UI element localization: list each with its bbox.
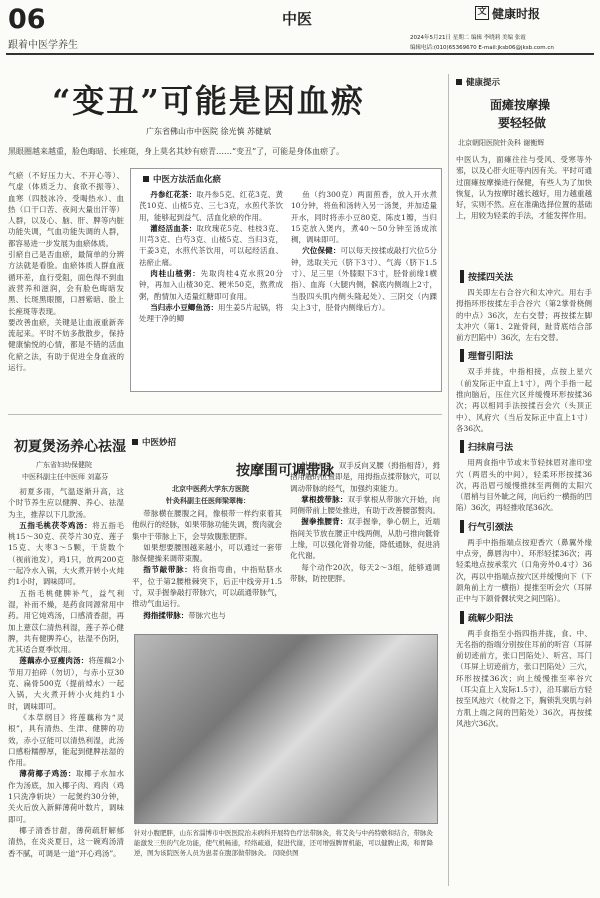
soup-text <box>8 486 124 886</box>
paragraph <box>139 268 283 302</box>
right-title-1: 面瘫按摩操 <box>490 98 551 112</box>
paragraph-text: 先取肉桂4克水煎20分钟，再加入山楂30克、粳米50克，熬煮成粥，酌情加入适量红糖即可食用。 <box>139 269 283 301</box>
page-number: 06 <box>8 4 46 35</box>
paragraph <box>132 542 282 565</box>
method-heading: 按揉四关法 <box>460 270 592 283</box>
paragraph <box>8 520 124 588</box>
massage-title: 按摩围可调带脉 <box>236 463 334 479</box>
paragraph <box>139 302 283 325</box>
paragraph-text: 取丹参5克、红花3克、黄芪10克、山楂5克、三七3克，水煎代茶饮用，能够起到益气、活血化瘀的作用。 <box>139 190 283 222</box>
paragraph-lead: 握拳推腰背： <box>301 517 348 527</box>
paragraph-text: 肚脐水平，双手反向叉腰（拇指相背），拇指用触的位置即是，用拇指点揉带脉穴，可以调动带脉的经气，加强约束能力。 <box>290 461 440 493</box>
method-heading: 扫抹肩弓法 <box>460 440 592 453</box>
method-text: 四关即左右合谷穴和太冲穴。用右手拇指环形按揉左手合谷穴（第2掌骨桡侧的中点）36次，左右交替；再按揉左脚太冲穴（第1、2趾骨间，趾背底结合部前方凹陷中）36次，左右交替。 <box>456 288 592 343</box>
right-section-bar: 健康提示 <box>456 76 500 88</box>
mid-section-bar: 中医妙招 <box>132 436 176 448</box>
paragraph-text: 取椰子水加水作为汤底，加入椰子肉、鸡肉（鸡1只洗净斩块）一起煲约30分钟，关火后放入新鲜薄荷叶数片，调味即可。 <box>8 769 124 824</box>
paragraph-lead: 拇指揉带脉： <box>143 610 189 620</box>
right-methods <box>456 264 592 888</box>
paragraph <box>8 486 124 520</box>
method-heading: 理督引阳法 <box>460 349 592 362</box>
paragraph-text: 双手掌根从带脉穴开始，向同侧带前上腰处推进，有助于改善腰部赘肉。 <box>290 494 440 516</box>
paragraph <box>8 825 124 859</box>
section-subtitle: 跟着中医学养生 <box>8 40 78 51</box>
massage-col-2 <box>290 460 440 628</box>
right-intro: 中医认为，面瘫往往与受风、受寒等外邪，以及心肝火旺等内因有关。平时可通过面瘫按摩操进行保健，有些人为了加快恢复，认为按摩时越长越好，用力越重越好，实则不然。应在准确选择位置的基础上，用较为轻柔的手法，才能发挥作用。 <box>456 155 592 221</box>
paragraph-lead: 薄荷椰子鸡汤： <box>19 769 76 779</box>
method-heading: 疏解少阳法 <box>460 611 592 624</box>
paragraph-text: 带脉横在腰腹之间，像根带一样约束着其他纵行的经脉，如果带脉功能失调，赘肉就会集中于带脉上下，会导致腹胀肥胖。 <box>132 509 282 541</box>
paragraph <box>291 245 437 313</box>
right-author: 北京朝阳医院针灸科 谢衡辉 <box>458 139 545 147</box>
column-divider <box>448 74 449 886</box>
paragraph-text: 鱼（约300克）两面煎香，放入开水煮10分钟，将鱼和汤转入另一汤煲，并加适量开水，同时将赤小豆80克、陈皮1瓣，当归15克放入煲内，煮40～50分钟至汤成浓稠，调味即可。 <box>291 190 437 245</box>
brand-name: 健康时报 <box>492 7 541 21</box>
soup-author-name: 中医科副主任中医师 刘嘉芬 <box>22 473 109 481</box>
paragraph-text: 将五指毛桃15～30克、茯苓片30克、莲子15克、大枣3～5颗，干货数个（视前池发），鸡1只，放两200克一起冷水入锅，大火煮开转小火炖约1小时，调味即可。 <box>8 520 124 587</box>
paragraph-lead: 肉桂山楂粥： <box>150 269 201 279</box>
main-left-text: 气瘀（不好压力大、不开心等）、气虚（体质乏力、食欲不振等）、血寒（四肢冰冷、受喝热水）、血热（口干口苦、夜间大量出汗等）人群，以及心、脑、肝、脾等内脏功能失调，气血功能失调的人群，都容易进一步发展为血瘀体质。 引瘀自己是否血瘀，最简单的分辨方法就是看脸。血瘀体质人群血液循环差，血行受阻，面色得不到血液营养和滋润，会有脸色晦暗发黑、长斑黑眼圈，口唇紫暗、脸上长痤斑等表现。 要改善血瘀，关键是让血液重新奔流起来。平时不妨多散散步，保持健康愉悦的心情，都是不错的活血化瘀之法，有助于促进全身血液的运行。 <box>8 171 124 373</box>
method-text: 用两食指中节或末节轻抹眉对准印堂穴（两眉头的中间），轻柔环形按揉36次，再沿眉弓缓慢推抹至两侧的太阳穴（眉梢与目外眦之间，向后约一横指的凹陷）36次，再轻推收尾36次。 <box>456 458 592 513</box>
paragraph <box>132 564 282 609</box>
header-divider <box>6 53 594 55</box>
method-heading: 行气引颈法 <box>460 520 592 533</box>
paragraph <box>290 494 440 517</box>
paragraph <box>8 655 124 711</box>
paragraph-text: 如果想要腰围越来越小，可以通过一套带脉保健操来调带束腹。 <box>132 542 282 564</box>
paragraph <box>139 189 283 223</box>
tips-box <box>130 168 442 392</box>
paragraph-lead: 当归赤小豆鲫鱼汤： <box>150 302 218 312</box>
section-divider <box>8 414 442 415</box>
soup-title: 初夏煲汤养心祛湿 <box>14 439 126 455</box>
main-byline: 广东省佛山市中医院 徐光慎 苏健斌 <box>146 127 272 136</box>
date-line: 2024年5月21日 星期二 编辑 李晓莉 美编 张霞 <box>410 35 526 41</box>
paragraph-lead: 灌经活血茶： <box>150 223 197 233</box>
paragraph-text: 椰子清香甘甜，薄荷疏肝解郁清热，在炎炎夏日，这一碗鸡汤清香不腻，可调是一道“开心鸡汤”。 <box>8 825 124 858</box>
tips-col-1 <box>139 189 283 389</box>
paragraph-text: 双手握拳，拳心朝上，近端指间关节放在腰正中线两侧，从肋弓推向骶骨上缘，可以强化肾骨功能，降低通脉，促进消化代谢。 <box>290 517 440 561</box>
paragraph-text: 带脉穴也与 <box>188 610 226 620</box>
method-text: 两手中指指端点按迎香穴（鼻翼外缘中点旁，鼻唇沟中）、环形轻揉36次；再轻柔地点按承浆穴（口角旁外0.4寸）36次，再以中指端点按穴区并缓慢向下（下颌角前上方一横指）提推至听会穴（耳屏正中与下颌骨髁状突之间凹陷）。 <box>456 537 592 604</box>
paragraph <box>290 516 440 561</box>
massage-col-1 <box>132 508 282 628</box>
paragraph <box>132 610 282 621</box>
moxibustion-photo <box>134 634 438 824</box>
logo-icon: 文 <box>475 6 489 20</box>
method-text: 双手并拢，中指相接，点按上星穴（前发际正中直上1寸），两个手指一起推向脑后，压住穴区并缓慢环形按揉36次；再以相同手法按揉百会穴（头顶正中）、风府穴（当后发际正中直上1寸）各36次。 <box>456 367 592 433</box>
method-text: 两手食指至小指四指并拢，食、中、无名指的指端分别按住耳前的听宫（耳屏前切迹前方，张口凹陷处）、听宫、耳门（耳屏上切迹前方，张口凹陷处）三穴，环形按揉36次；向上缓慢推至率谷穴（耳尖直上入发际1.5寸），沿耳廓后方轻按至风池穴（枕骨之下，胸锁乳突肌与斜方肌上端之间的凹陷处）36次，再按揉风池穴36次。 <box>456 628 592 728</box>
paragraph-lead: 莲藕赤小豆瘦肉汤： <box>19 656 89 666</box>
right-title-2: 要轻轻做 <box>498 116 547 130</box>
main-headline: “变丑”可能是因血瘀 <box>52 82 365 120</box>
paragraph-lead: 掌根拨带脉： <box>301 494 348 504</box>
tips-box-title: 中医方法活血化瘀 <box>139 173 225 185</box>
paragraph <box>8 768 124 824</box>
paragraph <box>290 562 440 585</box>
paragraph-text: 取玫瑰花5克、桂枝3克、川芎3克、白芍3克、山楂5克、当归3克，干姜3克，水煎代茶饮用，可以起经活血、祛瘀止痛。 <box>139 223 283 267</box>
paragraph-text: 将食指弯曲，中指贴脐水平，位于第2腰椎棘突下，后正中线旁开1.5寸，双手握拳敲打带脉穴，可以疏通带脉气，推动气血运行。 <box>132 565 282 609</box>
tips-col-2 <box>291 189 437 389</box>
paragraph-text: 每个动作20次，每天2～3组，能够通调带脉，防控肥胖。 <box>290 562 440 583</box>
paragraph-lead: 五指毛桃茯苓鸡汤： <box>19 520 93 530</box>
paragraph <box>139 223 283 268</box>
paragraph-text: 将莲藕2小节用刀拍碎（勿切），与赤小豆30克、扁骨500克（提前焯水）一起入锅，大火煮开转小火炖约1小时，调味即可。 <box>8 656 124 711</box>
soup-author-org: 广东省妇幼保健院 <box>36 461 92 469</box>
paragraph-text: 可以每天按揉或敲打穴位5分钟，选取关元（脐下3寸）、气海（脐下1.5寸）、足三里（外膝眼下3寸，胫骨前缘1横指）、血海（大腿内侧，髌底内侧端上2寸，当股四头肌内侧头隆起处）、三阴交（内踝尖上3寸，胫骨内侧缘后方）。 <box>291 246 437 312</box>
massage-author-name: 针灸科副主任医师梁翠梅： <box>166 497 250 505</box>
paragraph <box>290 460 440 494</box>
editor-line: 编辑电话:(010)65369670 E-mail:jksb06@jksb.com.cn <box>410 45 554 51</box>
paragraph-lead: 穴位保健： <box>302 246 341 256</box>
paragraph-lead: 丹参红花茶： <box>150 190 197 199</box>
photo-caption: 针对小腹肥胖，山东省淄博市中医医院治未病科开展特色疗法带脉灸，将艾灸与中药特敷和结合，带脉灸能激发三焦的气化功能，使气机畅通，经络疏通，促进代谢，还可增强脾胃机能，可以健脾止渴，和胃降逆，图为该院医务人员为患者在腹部做带脉灸。 闵晓供图 <box>134 829 433 857</box>
paragraph-text: 《本草纲目》将莲藕称为“灵根”，具有清热、生津、健脾的功效，赤小豆能可以清热利湿，此汤口感粉糯醇厚，能起到健脾祛湿的作用。 <box>8 712 124 768</box>
main-lead: 黑眼圈越来越重，脸色晦暗、长痤斑，身上莫名其妙有瘀青……“变丑”了，可能是身体血瘀了。 <box>8 147 345 156</box>
paragraph <box>8 588 124 656</box>
paragraph-text: 初夏多雨，气温逐渐升高，这个时节养生应以健脾、养心、祛湿为主，推荐以下几款汤。 <box>8 487 124 519</box>
paragraph <box>8 712 124 768</box>
paragraph-lead: 指节敲带脉： <box>143 565 193 575</box>
paragraph-text: 用生姜5片起锅，将处理干净的鲫 <box>139 302 283 324</box>
paragraph <box>132 508 282 542</box>
paragraph-text: 五指毛桃健脾补气，益气利湿，补而不燥，是药食同源常用中药。用它炖鸡汤，口感清香甜，再加上薏苡仁清热利湿，莲子养心健脾，共有健脾养心，祛湿不伤阴，尤其适合夏季饮用。 <box>8 588 124 655</box>
paragraph <box>291 189 437 245</box>
section-title: 中医 <box>282 10 313 28</box>
massage-author-org: 北京中医药大学东方医院 <box>172 485 249 493</box>
